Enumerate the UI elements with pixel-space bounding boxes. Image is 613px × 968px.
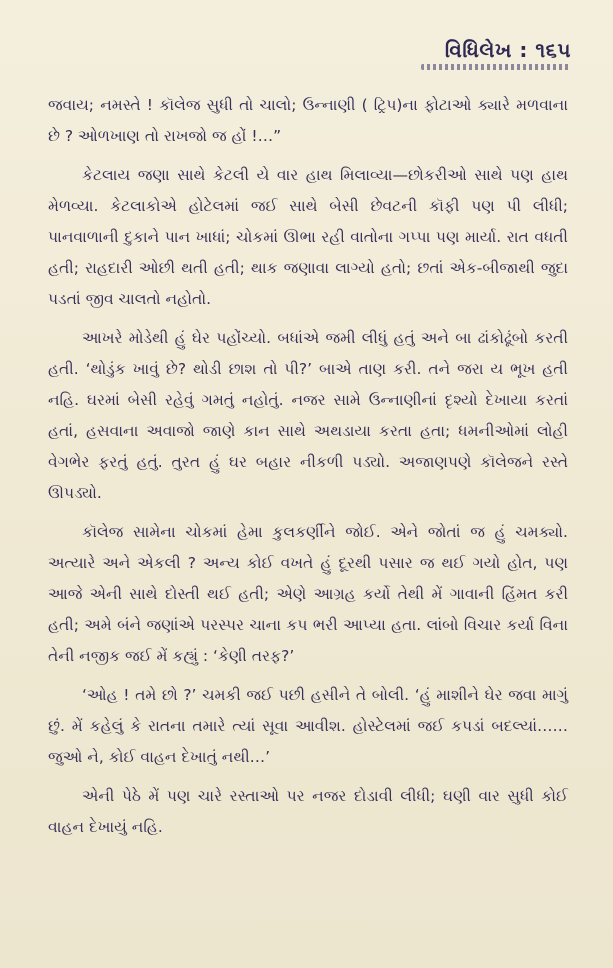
paragraph: જવાય; નમસ્તે ! કૉલેજ સુધી તો ચાલો; ઉન્નાણી ( ટ્રિપ)ના ફોટાઓ ક્યારે મળવાના છે ? ઓળખાણ તો રાખજો જ હોં !…” xyxy=(48,96,568,145)
paragraph: આખરે મોડેથી હું ઘેર પહોંચ્યો. બધાંએ જમી લીધું હતું અને બા ઢાંકોઢૂંબો કરતી હતી. ‘થોડુંક ખાવું છે? થોડી છાશ તો પી?’ બાએ તાણ કરી. તને જરા ય ભૂખ હતી નહિ. ઘરમાં બેસી રહેવું ગમતું નહોતું. નજર સામે ઉન્નાણીનાં દૃશ્યો દેખાયા કરતાં હતાં, હસવાના અવાજો જાણે કાન સાથે અથડાયા કરતા હતા; ધમનીઓમાં લોહી વેગભેર ફરતું હતું. તુરત હું ઘર બહાર નીકળી પડ્યો. અજાણપણે કૉલેજને રસ્તે ઊપડ્યો. xyxy=(48,329,568,502)
page-header xyxy=(421,38,571,70)
running-title: વિધિલેખ : ૧૬૫ xyxy=(444,38,571,62)
paragraph: કેટલાય જણા સાથે કેટલી યે વાર હાથ મિલાવ્યા—છોકરીઓ સાથે પણ હાથ મેળવ્યા. કેટલાકોએ હોટેલમાં જઈ સાથે બેસી છેવટની કૉફી પણ પી લીધી; પાનવાળાની દુકાને પાન ખાધાં; ચોકમાં ઊભા રહી વાતોના ગપ્પા પણ માર્યા. રાત વધતી હતી; રાહદારી ઓછી થતી હતી; થાક જણાવા લાગ્યો હતો; છતાં એક-બીજાથી જુદા પડતાં જીવ ચાલતો નહોતો. xyxy=(48,166,568,308)
paragraph: એની પેઠે મેં પણ ચારે રસ્તાઓ પર નજર દોડાવી લીધી; ઘણી વાર સુધી કોઈ વાહન દેખાયું નહિ. xyxy=(48,787,568,836)
page-body xyxy=(48,90,568,851)
paragraph: કૉલેજ સામેના ચોકમાં હેમા કુલકર્ણીને જોઈ. એને જોતાં જ હું ચમક્યો. અત્યારે અને એકલી ? અન્ય કોઈ વખતે હું દૂરથી પસાર જ થઈ ગયો હોત, પણ આજે એની સાથે દોસ્તી થઈ હતી; એણે આગ્રહ કર્યો તેથી મેં ગાવાની હિંમત કરી હતી; અમે બંને જણાંએ પરસ્પર ચાના કપ ભરી આપ્યા હતા. લાંબો વિચાર કર્યા વિના તેની નજીક જઈ મેં કહ્યું : ‘કેણી તરફ?’ xyxy=(48,523,568,665)
header-wavy-rule xyxy=(421,64,571,70)
paragraph: ‘ઓહ ! તમે છો ?’ ચમકી જઈ પછી હસીને તે બોલી. ‘હું માશીને ઘેર જવા માગું છું. મેં કહેલું કે રાતના તમારે ત્યાં સૂવા આવીશ. હોસ્ટેલમાં જઈ કપડાં બદલ્યાં……જુઓ ને, કોઈ વાહન દેખાતું નથી…’ xyxy=(48,686,568,766)
